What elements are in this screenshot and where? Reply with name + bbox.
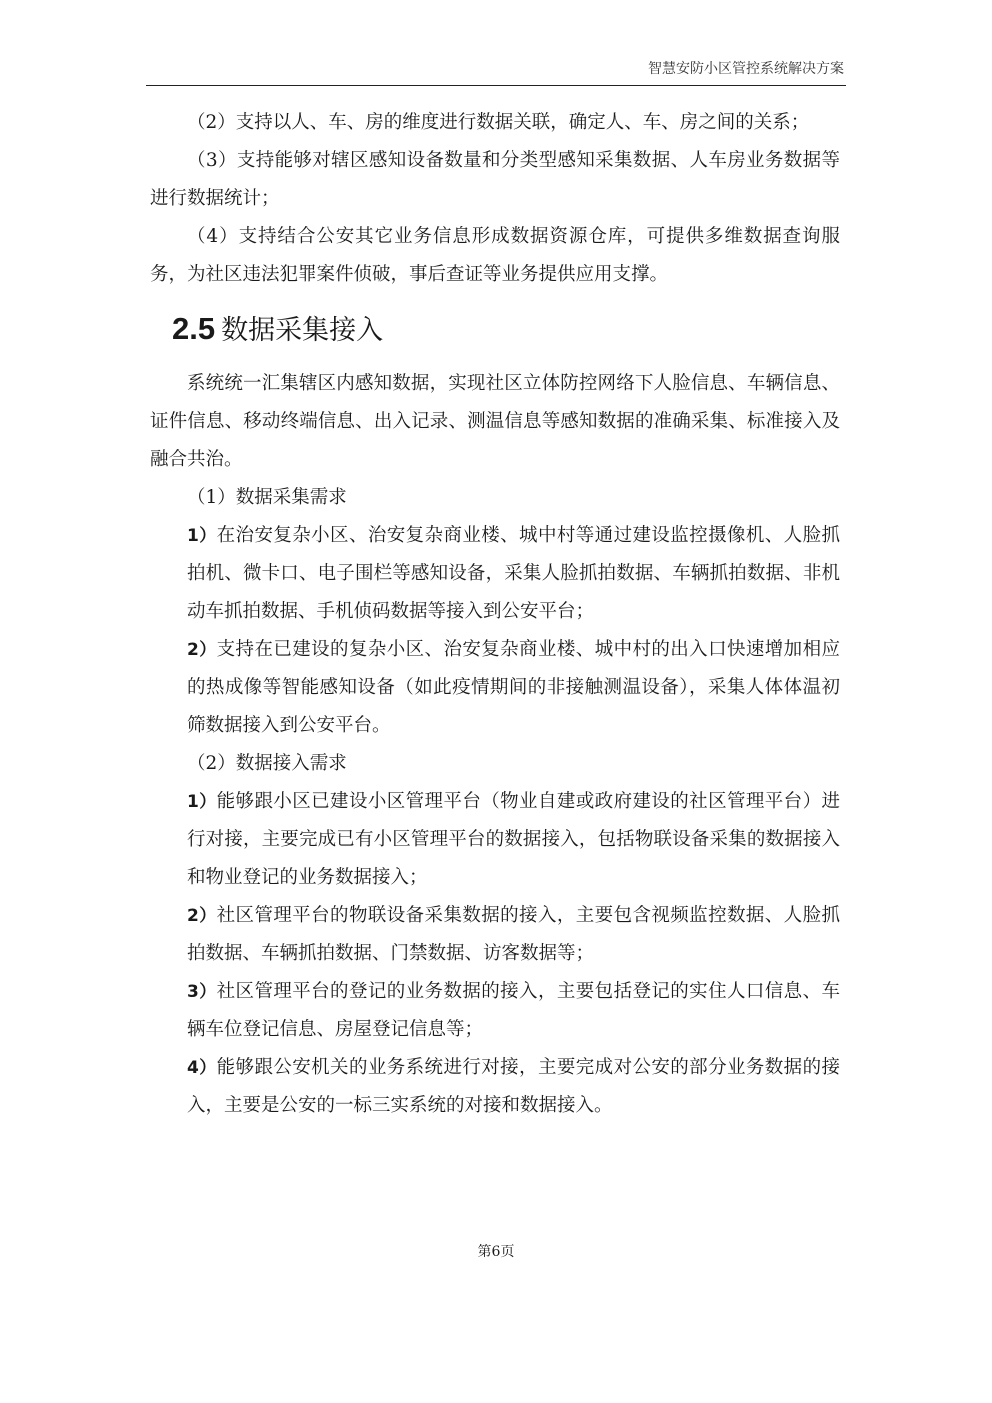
collection-item-1 xyxy=(150,517,840,631)
access-item-3 xyxy=(150,973,840,1049)
access-item-1 xyxy=(150,783,840,897)
section-intro: 系统统一汇集辖区内感知数据，实现社区立体防控网络下人脸信息、车辆信息、证件信息、移动终端信息、出入记录、测温信息等感知数据的准确采集、标准接入及融合共治。 xyxy=(150,373,840,470)
collection-item-2 xyxy=(150,631,840,745)
item-number: 2） xyxy=(187,906,217,926)
intro-item-4: （4）支持结合公安其它业务信息形成数据资源仓库，可提供多维数据查询服务，为社区违法犯罪案件侦破，事后查证等业务提供应用支撑。 xyxy=(150,226,840,285)
intro-item-3: （3）支持能够对辖区感知设备数量和分类型感知采集数据、人车房业务数据等进行数据统计； xyxy=(150,150,840,209)
item-text: 能够跟小区已建设小区管理平台（物业自建或政府建设的社区管理平台）进行对接，主要完成已有小区管理平台的数据接入，包括物联设备采集的数据接入和物业登记的业务数据接入； xyxy=(187,791,840,888)
collection-heading: （1）数据采集需求 xyxy=(187,487,347,508)
section-title: 数据采集接入 xyxy=(221,315,384,346)
item-text: 社区管理平台的物联设备采集数据的接入，主要包含视频监控数据、人脸抓拍数据、车辆抓拍数据、门禁数据、访客数据等； xyxy=(187,905,840,964)
page-body xyxy=(150,104,840,1125)
item-number: 3） xyxy=(187,982,217,1002)
item-text: 能够跟公安机关的业务系统进行对接，主要完成对公安的部分业务数据的接入，主要是公安的一标三实系统的对接和数据接入。 xyxy=(187,1057,840,1116)
item-number: 4） xyxy=(187,1058,217,1078)
access-heading: （2）数据接入需求 xyxy=(187,753,347,774)
header-title: 智慧安防小区管控系统解决方案 xyxy=(648,61,844,77)
item-text: 支持在已建设的复杂小区、治安复杂商业楼、城中村的出入口快速增加相应的热成像等智能感知设备（如此疫情期间的非接触测温设备），采集人体体温初筛数据接入到公安平台。 xyxy=(187,639,840,736)
intro-item-2: （2）支持以人、车、房的维度进行数据关联，确定人、车、房之间的关系； xyxy=(187,112,810,133)
section-heading xyxy=(172,308,840,347)
item-number: 1） xyxy=(187,526,217,546)
section-number: 2.5 xyxy=(172,311,216,346)
item-text: 在治安复杂小区、治安复杂商业楼、城中村等通过建设监控摄像机、人脸抓拍机、微卡口、电子围栏等感知设备，采集人脸抓拍数据、车辆抓拍数据、非机动车抓拍数据、手机侦码数据等接入到公安平台； xyxy=(187,525,840,622)
access-item-2 xyxy=(150,897,840,973)
access-item-4 xyxy=(150,1049,840,1125)
item-number: 2） xyxy=(187,640,217,660)
item-number: 1） xyxy=(187,792,217,812)
page-number: 第6页 xyxy=(477,1244,515,1260)
header-rule xyxy=(146,85,846,86)
item-text: 社区管理平台的登记的业务数据的接入，主要包括登记的实住人口信息、车辆车位登记信息、房屋登记信息等； xyxy=(187,981,840,1040)
